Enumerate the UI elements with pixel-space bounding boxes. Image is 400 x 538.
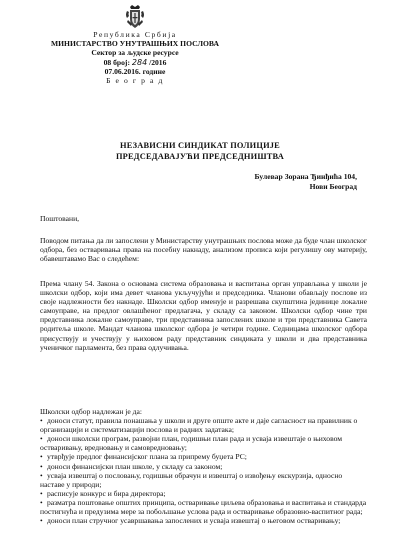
- recipient-title: [0, 141, 400, 162]
- republic-name: Република Србија: [93, 30, 177, 39]
- list-item: • доноси план стручног усавршавања запослених и усваја извештај о његовом остваривању;: [40, 516, 341, 526]
- paragraph-1: Поводом питања да ли запослени у Министарству унутрашњих послова може да буде члан школског одбора, без остваривања права на посебну накнаду, анализом прописа који регулишу ову материју, обавештавамо Вас о следећем:: [40, 236, 367, 264]
- recipient-line-2: ПРЕДСЕДАВАЈУЋИ ПРЕДСЕДНИШТВА: [115, 151, 285, 161]
- number-suffix: /2016: [149, 57, 167, 67]
- list-item: • расписује конкурс и бира директора;: [40, 488, 166, 498]
- coat-of-arms-icon: [124, 4, 146, 30]
- city-name: Б е о г р а д: [106, 76, 164, 86]
- address-line-1: Булевар Зорана Ђинђића 104,: [254, 172, 357, 181]
- list-item: • утврђује предлог финансијског плана за припрему буџета РС;: [40, 452, 247, 462]
- address-line-2: Нови Београд: [309, 181, 357, 191]
- letterhead: [40, 0, 230, 85]
- greeting: Поштовани,: [40, 214, 80, 223]
- list-item: • доноси финансијски план школе, у складу са законом;: [40, 461, 223, 471]
- number-prefix: 08 број:: [103, 57, 130, 67]
- sector-name: Сектор за људске ресурсе: [91, 48, 179, 58]
- competences-list: [40, 407, 367, 525]
- recipient-line-1: НЕЗАВИСНИ СИНДИКАТ ПОЛИЦИЈЕ: [120, 141, 280, 150]
- list-item: • доноси школски програм, развојни план, годишњи план рада и усваја извештаје о њиховом остваривању, вредновању и самовредновању;: [40, 434, 343, 453]
- handwritten-number: 284: [131, 57, 148, 67]
- recipient-address: [255, 172, 357, 191]
- list-item: • доноси статут, правила понашања у школи и друге опште акте и даје сагласност на правилник о организацији и систематизацији послова и радних задатака;: [40, 416, 358, 435]
- list-item: • разматра поштовање општих принципа, остваривање циљева образовања и васпитања и стандарда постигнућа и предузима мере за побољшање услова рада и остваривање образовно-васпитног рада;: [40, 497, 367, 517]
- document-date: 07.06.2016. године: [104, 66, 166, 76]
- list-intro: Школски одбор надлежан је да:: [40, 407, 143, 416]
- paragraph-2: Према члану 54. Закона о основама система образовања и васпитања орган управљања у школи је школски одбор, који има девет чланова укључујући и председника. Чланови обављају послове из своје надлежности без накнаде. Школски одбор именује и разрешава скупштина јединице локалне самоуправе, на предлог овлашћеног предлагача, у складу са законом. Школски одбор чине три представника локалне самоуправе, три представника запослених школе и три представника Савета родитеља школе. Мандат чланова школског одбора је четири године. Седницама школског одбора присуствују и учествују у њиховом раду представник синдиката у школи и два представника ученичког парламента, без права одлучивања.: [40, 279, 367, 352]
- document-number: [40, 58, 230, 67]
- ministry-name: МИНИСТАРСТВО УНУТРАШЊИХ ПОСЛОВА: [50, 39, 220, 49]
- list-item: • усваја извештај о пословању, годишњи обрачун и извештај о извођењу екскурзија, односно наставе у природи;: [40, 470, 343, 489]
